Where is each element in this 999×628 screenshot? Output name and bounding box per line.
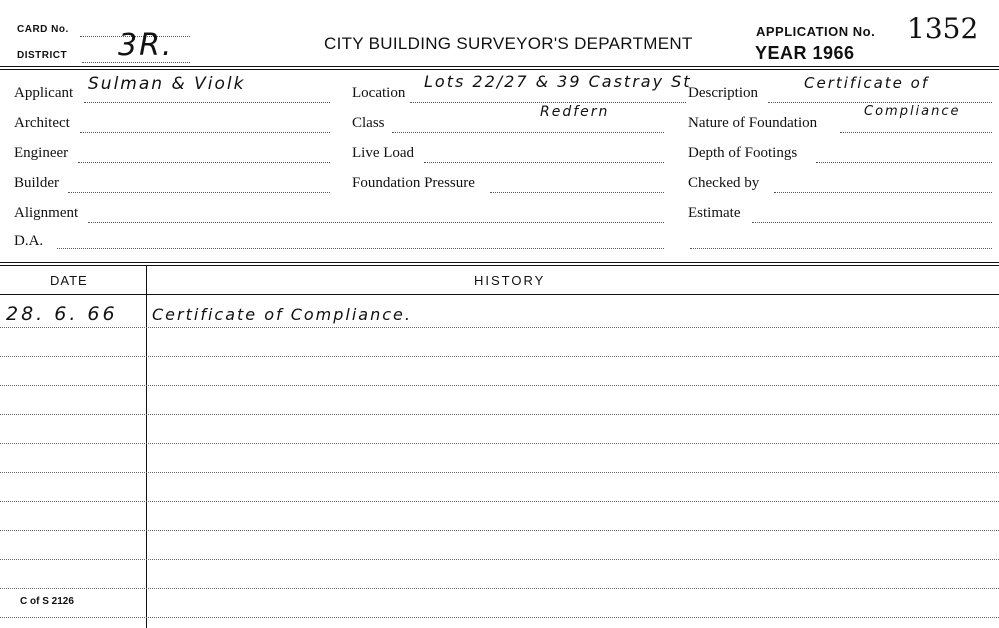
da-label: D.A. [14,233,44,249]
foundation-pressure-label: Foundation Pressure [352,175,475,191]
alignment-label: Alignment [14,205,79,221]
date-column-divider [146,266,147,628]
history-row-date: 28. 6. 66 [6,303,118,325]
history-line [0,501,999,502]
district-value: 3R. [118,28,174,63]
foundation-pressure-line [490,192,664,193]
history-header-rule [0,294,999,295]
application-number: 1352 [907,12,979,45]
location-value-2: Redfern [540,104,610,120]
history-line [0,588,999,589]
history-line [0,559,999,560]
live-load-line [424,162,664,163]
engineer-label: Engineer [14,145,69,161]
depth-of-footings-line [816,162,992,163]
da-line [57,248,664,249]
location-line [410,102,686,103]
checked-by-label: Checked by [688,175,760,191]
estimate-label: Estimate [688,205,741,221]
depth-of-footings-label: Depth of Footings [688,145,798,161]
extra-right-line [690,248,992,249]
alignment-line [88,222,664,223]
applicant-value: Sulman & Violk [88,74,246,94]
department-title: CITY BUILDING SURVEYOR'S DEPARTMENT [324,34,693,53]
description-value: Certificate of [804,74,930,92]
location-value: Lots 22/27 & 39 Castray St [424,72,692,91]
district-label: DISTRICT [17,50,68,61]
class-line [392,132,664,133]
applicant-label: Applicant [14,85,74,101]
history-line [0,472,999,473]
card-no-label: CARD No. [17,24,69,35]
architect-label: Architect [14,115,70,131]
builder-line [68,192,330,193]
description-label: Description [688,85,758,101]
history-line [0,356,999,357]
history-column-header: HISTORY [474,273,546,288]
history-rule-top-2 [0,265,999,266]
live-load-label: Live Load [352,145,415,161]
history-line [0,327,999,328]
header-rule-bottom [0,69,999,70]
history-line [0,530,999,531]
class-label: Class [352,115,385,131]
form-code: C of S 2126 [20,596,74,607]
application-label: APPLICATION No. [756,24,876,39]
checked-by-line [774,192,992,193]
architect-line [80,132,330,133]
history-line [0,414,999,415]
history-rule-top-1 [0,262,999,263]
year-label: YEAR 1966 [755,43,855,63]
header-rule-top [0,66,999,67]
nature-of-foundation-label: Nature of Foundation [688,115,818,131]
history-row-entry: Certificate of Compliance. [152,305,412,324]
nature-of-foundation-line [840,132,992,133]
history-line [0,443,999,444]
builder-label: Builder [14,175,59,191]
location-label: Location [352,85,406,101]
engineer-line [78,162,330,163]
estimate-line [752,222,992,223]
date-column-header: DATE [50,273,88,288]
applicant-line [84,102,330,103]
nature-of-foundation-value: Compliance [864,104,961,119]
description-line [768,102,992,103]
history-line [0,617,999,618]
history-line [0,385,999,386]
